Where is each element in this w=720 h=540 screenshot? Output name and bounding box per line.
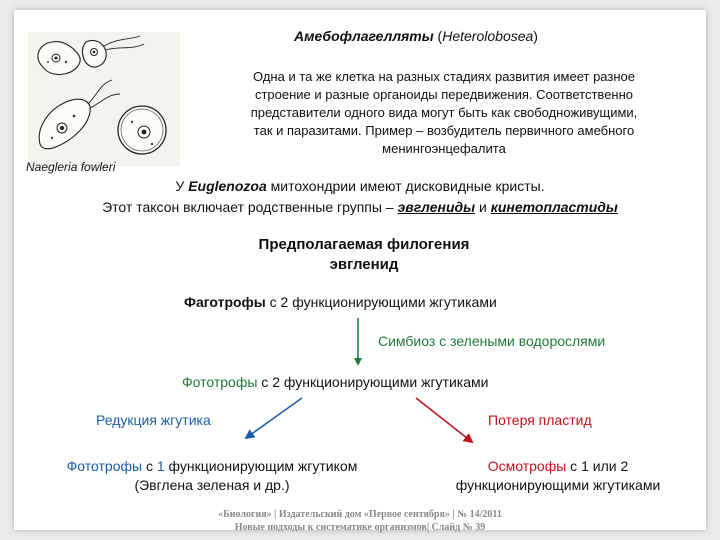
phototrophs-two-description: с 2 функционирующими жгутиками: [257, 374, 489, 390]
phototrophs-one-number: 1: [156, 458, 165, 474]
phylogeny-heading-2: эвгленид: [329, 256, 399, 273]
footer-line-2: Новые подходы к систематике организмов| Слайд № 39: [234, 522, 486, 533]
euglenozoa-statement: митохондрии имеют дисковидные кристы.: [266, 178, 545, 194]
image-caption: Naegleria fowleri: [26, 160, 116, 174]
description-line: представители одного вида могут быть как свободноживущими,: [250, 105, 638, 120]
title-main: Амебофлагелляты: [294, 28, 434, 44]
phylogeny-arrows: [14, 10, 706, 530]
description-line: Одна и та же клетка на разных стадиях развития имеет разное: [253, 69, 635, 84]
arrow-left-blue: [246, 398, 302, 438]
euglenozoa-groups-prefix: Этот таксон включает родственные группы –: [102, 199, 398, 215]
description-line: менингоэнцефалита: [382, 141, 506, 156]
title-paren-close: ): [533, 28, 538, 44]
phototrophs-one-example: (Эвглена зеленая и др.): [134, 477, 290, 493]
osmotrophs-description: с 1 или 2: [566, 458, 629, 474]
phagotrophs-description: с 2 функционирующими жгутиками: [265, 294, 497, 310]
arrow-right-red: [416, 398, 472, 442]
title-paren-open: (: [433, 28, 443, 44]
euglenozoa-name: Euglenozoa: [188, 178, 267, 194]
osmotrophs-description-line-2: функционирующими жгутиками: [455, 477, 661, 493]
symbiosis-label: Симбиоз с зелеными водорослями: [378, 333, 606, 349]
conjunction: и: [475, 199, 491, 215]
phototrophs-one-name: Фототрофы: [66, 458, 143, 474]
euglenozoa-prefix: У: [175, 178, 189, 194]
footer-line-1: «Биология» | Издательский дом «Первое сентября» | № 14/2011: [218, 509, 502, 520]
plastid-loss-label: Потеря пластид: [488, 412, 592, 428]
phototrophs-two-name: Фототрофы: [182, 374, 258, 390]
description-line: так и паразитами. Пример – возбудитель первичного амебного: [253, 123, 635, 138]
phototrophs-one-description: функционирующим жгутиком: [164, 458, 358, 474]
phototrophs-one-prefix: с: [142, 458, 157, 474]
slide: [14, 10, 706, 533]
group-kinetoplastids: кинетопластиды: [490, 199, 618, 215]
phagotrophs-name: Фаготрофы: [184, 294, 266, 310]
osmotrophs-name: Осмотрофы: [487, 458, 567, 474]
phylogeny-heading-1: Предполагаемая филогения: [258, 236, 470, 253]
description-line: строение и разные органоиды передвижения. Соответственно: [254, 87, 634, 102]
flagellum-reduction-label: Редукция жгутика: [96, 412, 211, 428]
group-euglenids: эвглениды: [397, 199, 476, 215]
title-latin: Heterolobosea: [442, 28, 534, 44]
